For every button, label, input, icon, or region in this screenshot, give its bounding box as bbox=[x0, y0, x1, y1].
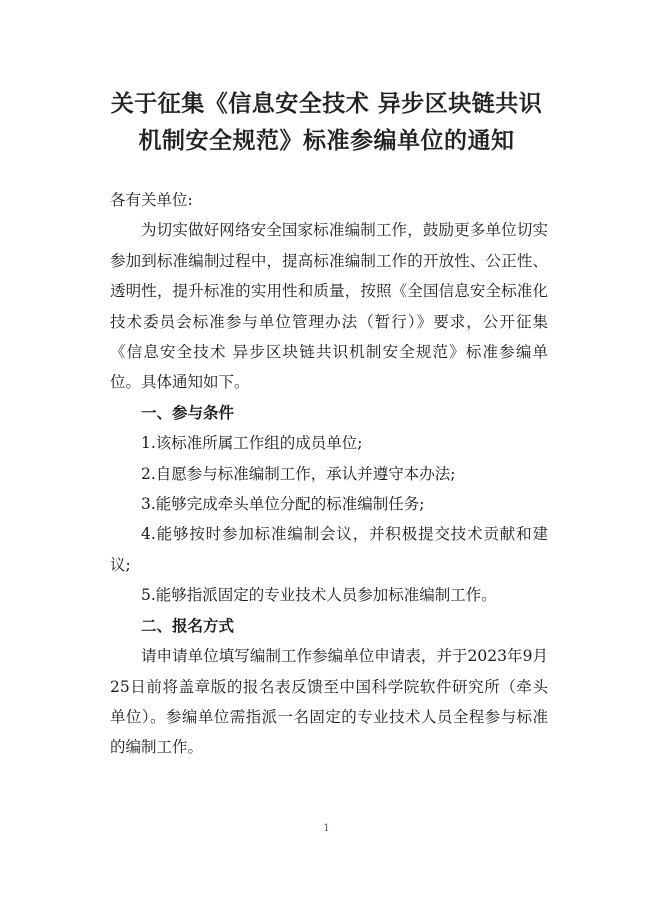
document-title bbox=[0, 86, 653, 160]
condition-item-2: 2.自愿参与标准编制工作，承认并遵守本办法; bbox=[141, 464, 456, 483]
section-heading-conditions: 一、参与条件 bbox=[141, 403, 235, 422]
registration-paragraph: 请申请单位填写编制工作参编单位申请表，并于2023年9月25日前将盖章版的报名表反馈至中国科学院软件研究所（牵头单位）。参编单位需指派一名固定的专业技术人员全程参与标准的编制工作。 bbox=[110, 647, 548, 757]
title-line-2: 机制安全规范》标准参编单位的通知 bbox=[138, 128, 515, 154]
intro-paragraph: 为切实做好网络安全国家标准编制工作，鼓励更多单位切实参加到标准编制过程中，提高标准编制工作的开放性、公正性、透明性，提升标准的实用性和质量，按照《全国信息安全标准化技术委员会标准参与单位管理办法（暂行）》要求，公开征集《信息安全技术 异步区块链共识机制安全规范》标准参编单位。具体通知如下。 bbox=[110, 221, 548, 392]
page-number: 1 bbox=[323, 823, 330, 834]
condition-item-1: 1.该标准所属工作组的成员单位; bbox=[141, 434, 363, 453]
condition-item-3: 3.能够完成牵头单位分配的标准编制任务; bbox=[141, 495, 425, 514]
section-heading-registration: 二、报名方式 bbox=[141, 616, 235, 635]
document-body bbox=[110, 185, 548, 763]
condition-item-4: 4.能够按时参加标准编制会议，并积极提交技术贡献和建议; bbox=[110, 525, 548, 574]
salutation: 各有关单位: bbox=[110, 191, 193, 209]
title-line-1: 关于征集《信息安全技术 异步区块链共识 bbox=[110, 91, 543, 117]
condition-item-5: 5.能够指派固定的专业技术人员参加标准编制工作。 bbox=[141, 586, 497, 605]
